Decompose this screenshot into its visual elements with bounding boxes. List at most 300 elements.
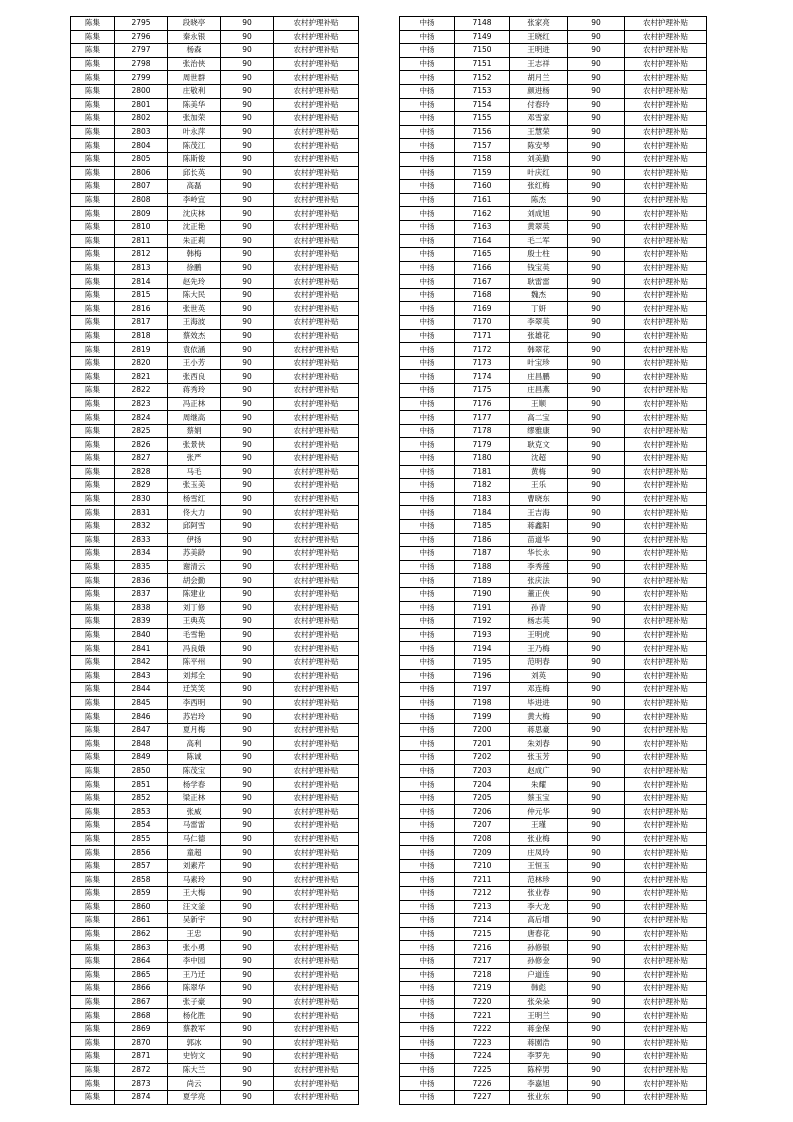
type-cell: 农村护理补贴 [274,954,359,968]
id-cell: 7219 [455,982,510,996]
town-cell: 中扬 [400,44,455,58]
table-row [400,98,707,112]
amount-cell: 90 [221,17,274,31]
name-cell: 李嘉旭 [510,1077,568,1091]
amount-cell: 90 [568,275,625,289]
town-cell: 陈集 [71,751,115,765]
id-cell: 2837 [115,587,168,601]
type-cell: 农村护理补贴 [274,900,359,914]
id-cell: 7187 [455,547,510,561]
name-cell: 张家亮 [510,17,568,31]
amount-cell: 90 [221,57,274,71]
type-cell: 农村护理补贴 [274,397,359,411]
town-cell: 中扬 [400,84,455,98]
type-cell: 农村护理补贴 [625,954,707,968]
type-cell: 农村护理补贴 [274,492,359,506]
town-cell: 中扬 [400,887,455,901]
id-cell: 2822 [115,384,168,398]
town-cell: 中扬 [400,424,455,438]
name-cell: 王晓红 [510,30,568,44]
type-cell: 农村护理补贴 [274,846,359,860]
town-cell: 中扬 [400,275,455,289]
name-cell: 高利 [168,737,221,751]
amount-cell: 90 [568,180,625,194]
table-row [400,112,707,126]
type-cell: 农村护理补贴 [625,683,707,697]
town-cell: 中扬 [400,1050,455,1064]
amount-cell: 90 [568,778,625,792]
town-cell: 中扬 [400,519,455,533]
type-cell: 农村护理补贴 [274,574,359,588]
table-row [400,601,707,615]
name-cell: 张严 [168,452,221,466]
type-cell: 农村护理补贴 [625,71,707,85]
type-cell: 农村护理补贴 [625,805,707,819]
amount-cell: 90 [568,1036,625,1050]
name-cell: 毕进进 [510,696,568,710]
town-cell: 陈集 [71,642,115,656]
name-cell: 张治侠 [168,57,221,71]
name-cell: 沈超 [510,452,568,466]
name-cell: 毛二军 [510,234,568,248]
amount-cell: 90 [568,954,625,968]
town-cell: 中扬 [400,479,455,493]
amount-cell: 90 [221,941,274,955]
name-cell: 张朵朵 [510,995,568,1009]
type-cell: 农村护理补贴 [625,384,707,398]
type-cell: 农村护理补贴 [625,492,707,506]
amount-cell: 90 [568,261,625,275]
town-cell: 中扬 [400,982,455,996]
table-row [71,57,359,71]
amount-cell: 90 [568,982,625,996]
town-cell: 陈集 [71,452,115,466]
table-row [400,57,707,71]
town-cell: 陈集 [71,30,115,44]
table-row [400,1077,707,1091]
name-cell: 庄凤玲 [510,846,568,860]
town-cell: 中扬 [400,465,455,479]
name-cell: 李西明 [168,696,221,710]
town-cell: 中扬 [400,683,455,697]
type-cell: 农村护理补贴 [625,479,707,493]
table-row [400,424,707,438]
id-cell: 2861 [115,914,168,928]
name-cell: 谢清云 [168,560,221,574]
amount-cell: 90 [221,547,274,561]
name-cell: 黄翠英 [510,220,568,234]
name-cell: 刘美勤 [510,152,568,166]
type-cell: 农村护理补贴 [625,248,707,262]
type-cell: 农村护理补贴 [625,927,707,941]
table-row [400,275,707,289]
town-cell: 中扬 [400,1009,455,1023]
type-cell: 农村护理补贴 [274,941,359,955]
id-cell: 2834 [115,547,168,561]
town-cell: 陈集 [71,547,115,561]
table-row [400,384,707,398]
amount-cell: 90 [568,438,625,452]
name-cell: 孙青 [510,601,568,615]
amount-cell: 90 [221,220,274,234]
town-cell: 陈集 [71,968,115,982]
amount-cell: 90 [221,764,274,778]
type-cell: 农村护理补贴 [274,873,359,887]
name-cell: 张景侠 [168,438,221,452]
name-cell: 王忠 [168,927,221,941]
id-cell: 7205 [455,791,510,805]
name-cell: 汪文釜 [168,900,221,914]
type-cell: 农村护理补贴 [625,547,707,561]
amount-cell: 90 [221,275,274,289]
id-cell: 2815 [115,288,168,302]
table-row [400,519,707,533]
id-cell: 7184 [455,506,510,520]
id-cell: 2813 [115,261,168,275]
table-row [71,84,359,98]
amount-cell: 90 [568,764,625,778]
type-cell: 农村护理补贴 [274,519,359,533]
amount-cell: 90 [221,452,274,466]
id-cell: 7198 [455,696,510,710]
town-cell: 陈集 [71,343,115,357]
table-row [71,519,359,533]
name-cell: 邓雪家 [510,112,568,126]
table-row [400,587,707,601]
amount-cell: 90 [221,384,274,398]
table-row [400,873,707,887]
amount-cell: 90 [221,98,274,112]
type-cell: 农村护理补贴 [625,1050,707,1064]
amount-cell: 90 [221,492,274,506]
town-cell: 陈集 [71,98,115,112]
town-cell: 中扬 [400,180,455,194]
name-cell: 刘素芹 [168,859,221,873]
amount-cell: 90 [568,859,625,873]
id-cell: 7180 [455,452,510,466]
table-row [71,615,359,629]
type-cell: 农村护理补贴 [274,356,359,370]
table-row [71,384,359,398]
type-cell: 农村护理补贴 [625,1090,707,1104]
town-cell: 中扬 [400,968,455,982]
amount-cell: 90 [568,479,625,493]
type-cell: 农村护理补贴 [274,778,359,792]
amount-cell: 90 [221,791,274,805]
id-cell: 7168 [455,288,510,302]
amount-cell: 90 [568,220,625,234]
amount-cell: 90 [568,696,625,710]
table-row [400,1090,707,1104]
type-cell: 农村护理补贴 [625,751,707,765]
town-cell: 陈集 [71,723,115,737]
type-cell: 农村护理补贴 [274,547,359,561]
amount-cell: 90 [568,30,625,44]
table-row [400,125,707,139]
type-cell: 农村护理补贴 [274,642,359,656]
town-cell: 中扬 [400,207,455,221]
type-cell: 农村护理补贴 [274,248,359,262]
town-cell: 陈集 [71,574,115,588]
name-cell: 毛雪艳 [168,628,221,642]
type-cell: 农村护理补贴 [274,275,359,289]
name-cell: 迁笑笑 [168,683,221,697]
type-cell: 农村护理补贴 [274,166,359,180]
town-cell: 中扬 [400,995,455,1009]
id-cell: 2855 [115,832,168,846]
table-row [400,737,707,751]
town-cell: 中扬 [400,384,455,398]
name-cell: 胡月兰 [510,71,568,85]
town-cell: 陈集 [71,696,115,710]
table-row [400,642,707,656]
table-row [400,166,707,180]
table-row [71,452,359,466]
town-cell: 陈集 [71,832,115,846]
type-cell: 农村护理补贴 [625,1022,707,1036]
town-cell: 中扬 [400,1063,455,1077]
type-cell: 农村护理补贴 [625,533,707,547]
name-cell: 叶宝珍 [510,356,568,370]
table-row [71,1090,359,1104]
id-cell: 2833 [115,533,168,547]
town-cell: 中扬 [400,397,455,411]
table-row [71,587,359,601]
table-row [71,370,359,384]
type-cell: 农村护理补贴 [625,302,707,316]
town-cell: 中扬 [400,302,455,316]
type-cell: 农村护理补贴 [625,207,707,221]
table-row [400,152,707,166]
id-cell: 7153 [455,84,510,98]
amount-cell: 90 [221,1077,274,1091]
amount-cell: 90 [221,152,274,166]
id-cell: 7166 [455,261,510,275]
type-cell: 农村护理补贴 [625,859,707,873]
type-cell: 农村护理补贴 [274,1077,359,1091]
id-cell: 7172 [455,343,510,357]
name-cell: 伊扬 [168,533,221,547]
town-cell: 陈集 [71,1036,115,1050]
amount-cell: 90 [568,587,625,601]
type-cell: 农村护理补贴 [625,628,707,642]
town-cell: 陈集 [71,479,115,493]
id-cell: 2796 [115,30,168,44]
type-cell: 农村护理补贴 [274,112,359,126]
id-cell: 2854 [115,819,168,833]
id-cell: 2817 [115,316,168,330]
town-cell: 陈集 [71,1009,115,1023]
table-row [400,832,707,846]
name-cell: 刘邦全 [168,669,221,683]
type-cell: 农村护理补贴 [274,1009,359,1023]
amount-cell: 90 [568,302,625,316]
id-cell: 7226 [455,1077,510,1091]
town-cell: 陈集 [71,846,115,860]
type-cell: 农村护理补贴 [625,125,707,139]
id-cell: 7149 [455,30,510,44]
amount-cell: 90 [221,261,274,275]
id-cell: 2867 [115,995,168,1009]
town-cell: 中扬 [400,587,455,601]
type-cell: 农村护理补贴 [274,152,359,166]
id-cell: 7190 [455,587,510,601]
name-cell: 蒋秀玲 [168,384,221,398]
id-cell: 2806 [115,166,168,180]
id-cell: 2873 [115,1077,168,1091]
name-cell: 杨志英 [510,615,568,629]
name-cell: 陈诚 [168,751,221,765]
town-cell: 陈集 [71,492,115,506]
name-cell: 范林珍 [510,873,568,887]
type-cell: 农村护理补贴 [625,941,707,955]
table-row [400,17,707,31]
amount-cell: 90 [568,125,625,139]
id-cell: 7220 [455,995,510,1009]
table-row [400,683,707,697]
amount-cell: 90 [221,1022,274,1036]
name-cell: 王大梅 [168,887,221,901]
id-cell: 7177 [455,411,510,425]
id-cell: 2823 [115,397,168,411]
table-row [71,465,359,479]
town-cell: 中扬 [400,288,455,302]
town-cell: 中扬 [400,370,455,384]
id-cell: 7156 [455,125,510,139]
id-cell: 7193 [455,628,510,642]
id-cell: 2862 [115,927,168,941]
amount-cell: 90 [221,968,274,982]
name-cell: 韩梅 [168,248,221,262]
table-row [71,954,359,968]
name-cell: 孙修金 [510,954,568,968]
table-row [71,791,359,805]
id-cell: 7182 [455,479,510,493]
name-cell: 朱耀 [510,778,568,792]
type-cell: 农村护理补贴 [274,125,359,139]
id-cell: 7171 [455,329,510,343]
town-cell: 陈集 [71,859,115,873]
name-cell: 张业梅 [510,832,568,846]
type-cell: 农村护理补贴 [274,615,359,629]
town-cell: 中扬 [400,696,455,710]
type-cell: 农村护理补贴 [625,506,707,520]
type-cell: 农村护理补贴 [625,166,707,180]
table-row [400,302,707,316]
town-cell: 陈集 [71,411,115,425]
table-row [71,873,359,887]
town-cell: 陈集 [71,152,115,166]
table-row [400,723,707,737]
id-cell: 7155 [455,112,510,126]
town-cell: 中扬 [400,778,455,792]
town-cell: 陈集 [71,900,115,914]
type-cell: 农村护理补贴 [274,44,359,58]
id-cell: 7194 [455,642,510,656]
table-row [400,248,707,262]
type-cell: 农村护理补贴 [625,615,707,629]
amount-cell: 90 [568,506,625,520]
name-cell: 耿克文 [510,438,568,452]
town-cell: 中扬 [400,152,455,166]
table-row [400,84,707,98]
type-cell: 农村护理补贴 [274,329,359,343]
id-cell: 2807 [115,180,168,194]
town-cell: 陈集 [71,873,115,887]
town-cell: 陈集 [71,954,115,968]
amount-cell: 90 [568,1009,625,1023]
type-cell: 农村护理补贴 [274,302,359,316]
amount-cell: 90 [221,995,274,1009]
name-cell: 刘丁修 [168,601,221,615]
table-row [400,982,707,996]
table-row [71,139,359,153]
name-cell: 蒋金保 [510,1022,568,1036]
type-cell: 农村护理补贴 [274,791,359,805]
type-cell: 农村护理补贴 [625,30,707,44]
town-cell: 陈集 [71,628,115,642]
name-cell: 华长永 [510,547,568,561]
id-cell: 7175 [455,384,510,398]
id-cell: 2843 [115,669,168,683]
town-cell: 陈集 [71,1022,115,1036]
name-cell: 秦永银 [168,30,221,44]
name-cell: 蒋思豪 [510,723,568,737]
town-cell: 中扬 [400,17,455,31]
amount-cell: 90 [221,601,274,615]
town-cell: 陈集 [71,261,115,275]
name-cell: 钱宝英 [510,261,568,275]
town-cell: 中扬 [400,438,455,452]
name-cell: 王恒玉 [510,859,568,873]
amount-cell: 90 [221,1050,274,1064]
table-row [400,764,707,778]
name-cell: 夏月梅 [168,723,221,737]
table-row [71,288,359,302]
type-cell: 农村护理补贴 [625,220,707,234]
type-cell: 农村护理补贴 [274,751,359,765]
type-cell: 农村护理补贴 [625,180,707,194]
amount-cell: 90 [221,479,274,493]
amount-cell: 90 [221,819,274,833]
name-cell: 杨学春 [168,778,221,792]
id-cell: 2829 [115,479,168,493]
amount-cell: 90 [568,112,625,126]
id-cell: 7202 [455,751,510,765]
id-cell: 2853 [115,805,168,819]
id-cell: 2816 [115,302,168,316]
table-row [71,343,359,357]
name-cell: 庄昌鹏 [510,370,568,384]
table-row [71,479,359,493]
town-cell: 中扬 [400,615,455,629]
id-cell: 2839 [115,615,168,629]
amount-cell: 90 [221,914,274,928]
table-row [400,574,707,588]
town-cell: 中扬 [400,1090,455,1104]
table-row [71,819,359,833]
amount-cell: 90 [568,628,625,642]
name-cell: 魏杰 [510,288,568,302]
table-row [400,71,707,85]
type-cell: 农村护理补贴 [274,343,359,357]
amount-cell: 90 [568,832,625,846]
id-cell: 2832 [115,519,168,533]
amount-cell: 90 [221,574,274,588]
table-row [71,927,359,941]
name-cell: 夏学亮 [168,1090,221,1104]
table-row [71,166,359,180]
